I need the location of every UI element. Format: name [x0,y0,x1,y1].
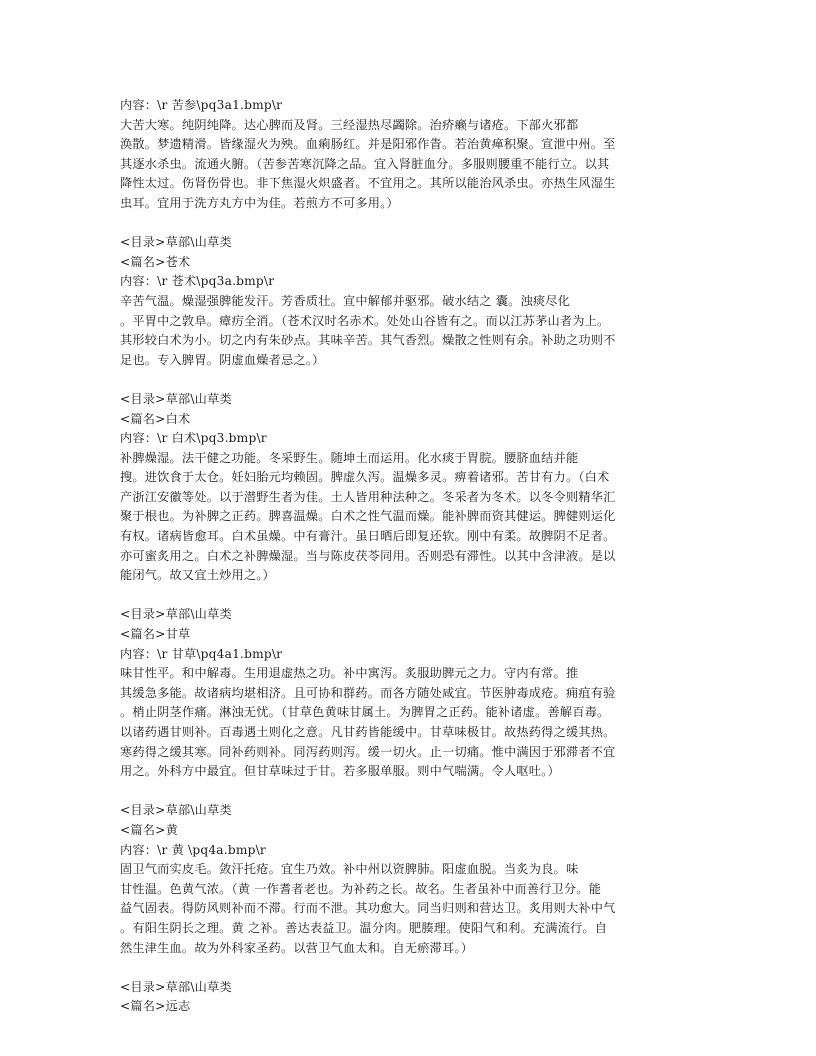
catalog-line: <目录>草部\山草类 [120,607,232,622]
catalog-line: <目录>草部\山草类 [120,391,232,406]
text-line: 有权。诸病皆愈耳。白术虽燥。中有膏汁。虽日晒后即复还软。刚中有柔。故脾阴不足者。 [120,529,616,544]
text-line: 能闭气。故又宜土炒用之。） [120,568,275,583]
entry-huang [120,801,700,958]
entry-gancao [120,605,700,781]
text-line: 大苦大寒。纯阴纯降。达心脾而及肾。三经湿热尽蠲除。治疥癞与诸疮。下部火邪都 [120,117,579,132]
text-line: 其形较白术为小。切之内有朱砂点。其味辛苦。其气香烈。燥散之性则有余。补助之功则不 [120,333,616,348]
title-line: <篇名>甘草 [120,627,191,642]
text-line: 降性太过。伤肾伤骨也。非下焦湿火炽盛者。不宜用之。其所以能治风杀虫。亦热生风湿生 [120,176,616,191]
entry-yuanzhi [120,978,700,1017]
content-line: 内容：\r 甘草\pq4a1.bmp\r [120,646,283,661]
text-line: 寒药得之缓其寒。同补药则补。同泻药则泻。缓一切火。止一切痛。惟中满因于邪滞者不宜 [120,744,616,759]
content-line: 内容：\r 黄 \pq4a.bmp\r [120,842,266,857]
paragraph-gap [120,782,700,802]
text-line: 其缓急多能。故诸病均堪相济。且可协和群药。而各方随处咸宜。节医肿毒成疮。痈疽有验 [120,685,616,700]
paragraph-gap [120,214,700,234]
catalog-line: <目录>草部\山草类 [120,979,232,994]
entry-cangzhu [120,233,700,370]
text-line: 固卫气而实皮毛。敛汗托疮。宜生乃效。补中州以资脾肺。阳虚血脱。当炙为良。味 [120,862,579,877]
title-line: <篇名>苍术 [120,254,191,269]
catalog-line: <目录>草部\山草类 [120,235,232,250]
text-line: 其逐水杀虫。流通火腑。（苦参苦寒沉降之品。宜入肾脏血分。多服则腰重不能行立。以其 [120,156,610,171]
content-line: 内容：\r 苦参\pq3a1.bmp\r [120,98,283,112]
text-line: 辛苦气温。燥湿强脾能发汗。芳香质壮。宣中解郁并驱邪。破水结之 囊。浊痰尽化 [120,293,571,308]
title-line: <篇名>白术 [120,411,191,426]
text-line: 。平胃中之敦阜。瘴疠全消。（苍术汉时名赤术。处处山谷皆有之。而以江苏茅山者为上。 [120,313,610,328]
text-line: 足也。专入脾胃。阴虚血燥者忌之。） [120,352,325,367]
entry-baizhu [120,390,700,586]
text-line: 甘性温。色黄气浓。（黄 一作耆者老也。为补药之长。故名。生者虽补中而善行卫分。能 [120,881,602,896]
content-line: 内容：\r 白术\pq3.bmp\r [120,431,267,446]
text-line: 益气固表。得防风则补而不滞。行而不泄。其功愈大。同当归则和营达卫。炙用则大补中气 [120,901,616,916]
content-line: 内容：\r 苍术\pq3a.bmp\r [120,274,275,289]
entry-kushen [120,96,700,214]
text-line: 然生津生血。故为外科家圣药。以营卫气血太和。自无瘀滞耳。） [120,940,474,955]
document-page [120,96,700,1017]
text-line: 产浙江安徽等处。以于潜野生者为佳。土人皆用种法种之。冬采者为冬术。以冬令则精华汇 [120,489,616,504]
text-line: 虫耳。宜用于洗方丸方中为佳。若煎方不可多用。） [120,195,399,210]
text-line: 以诸药遇甘则补。百毒遇土则化之意。凡甘药皆能缓中。甘草味极甘。故热药得之缓其热。 [120,725,616,739]
text-line: 味甘性平。和中解毒。生用退虚热之功。补中寓泻。炙服助脾元之力。守内有常。推 [120,666,579,681]
text-line: 涣散。梦遗精滑。皆缘湿火为殃。血痢肠红。并是阳邪作眚。若治黄瘅积聚。宣泄中州。至 [120,137,616,152]
text-line: 。梢止阴茎作痛。淋浊无忧。（甘草色黄味甘属土。为脾胃之正药。能补诸虚。善解百毒。 [120,705,610,720]
paragraph-gap [120,958,700,978]
title-line: <篇名>黄 [120,822,178,837]
text-line: 用之。外科方中最宜。但甘草味过于甘。若多服单服。则中气喘满。令人呕吐。） [120,764,560,779]
title-line: <篇名>远志 [120,999,191,1014]
text-line: 亦可蜜炙用之。白术之补脾燥湿。当与陈皮茯苓同用。否则恐有滞性。以其中含津液。是以 [120,548,616,563]
text-line: 搜。进饮食于太仓。妊妇胎元均赖固。脾虚久泻。温燥多灵。痹着诸邪。苦甘有力。（白术 [120,470,610,485]
catalog-line: <目录>草部\山草类 [120,803,232,818]
text-line: 。有阳生阴长之理。黄 之补。善达表益卫。温分肉。肥腠理。使阳气和利。充满流行。自 [120,920,608,935]
paragraph-gap [120,370,700,390]
paragraph-gap [120,586,700,606]
text-line: 补脾燥湿。法干健之功能。冬采野生。随坤土而运用。化水痰于胃脘。腰脐血结并能 [120,450,579,465]
text-line: 聚于根也。为补脾之正药。脾喜温燥。白术之性气温而燥。能补脾而资其健运。脾健则运化 [120,509,616,524]
